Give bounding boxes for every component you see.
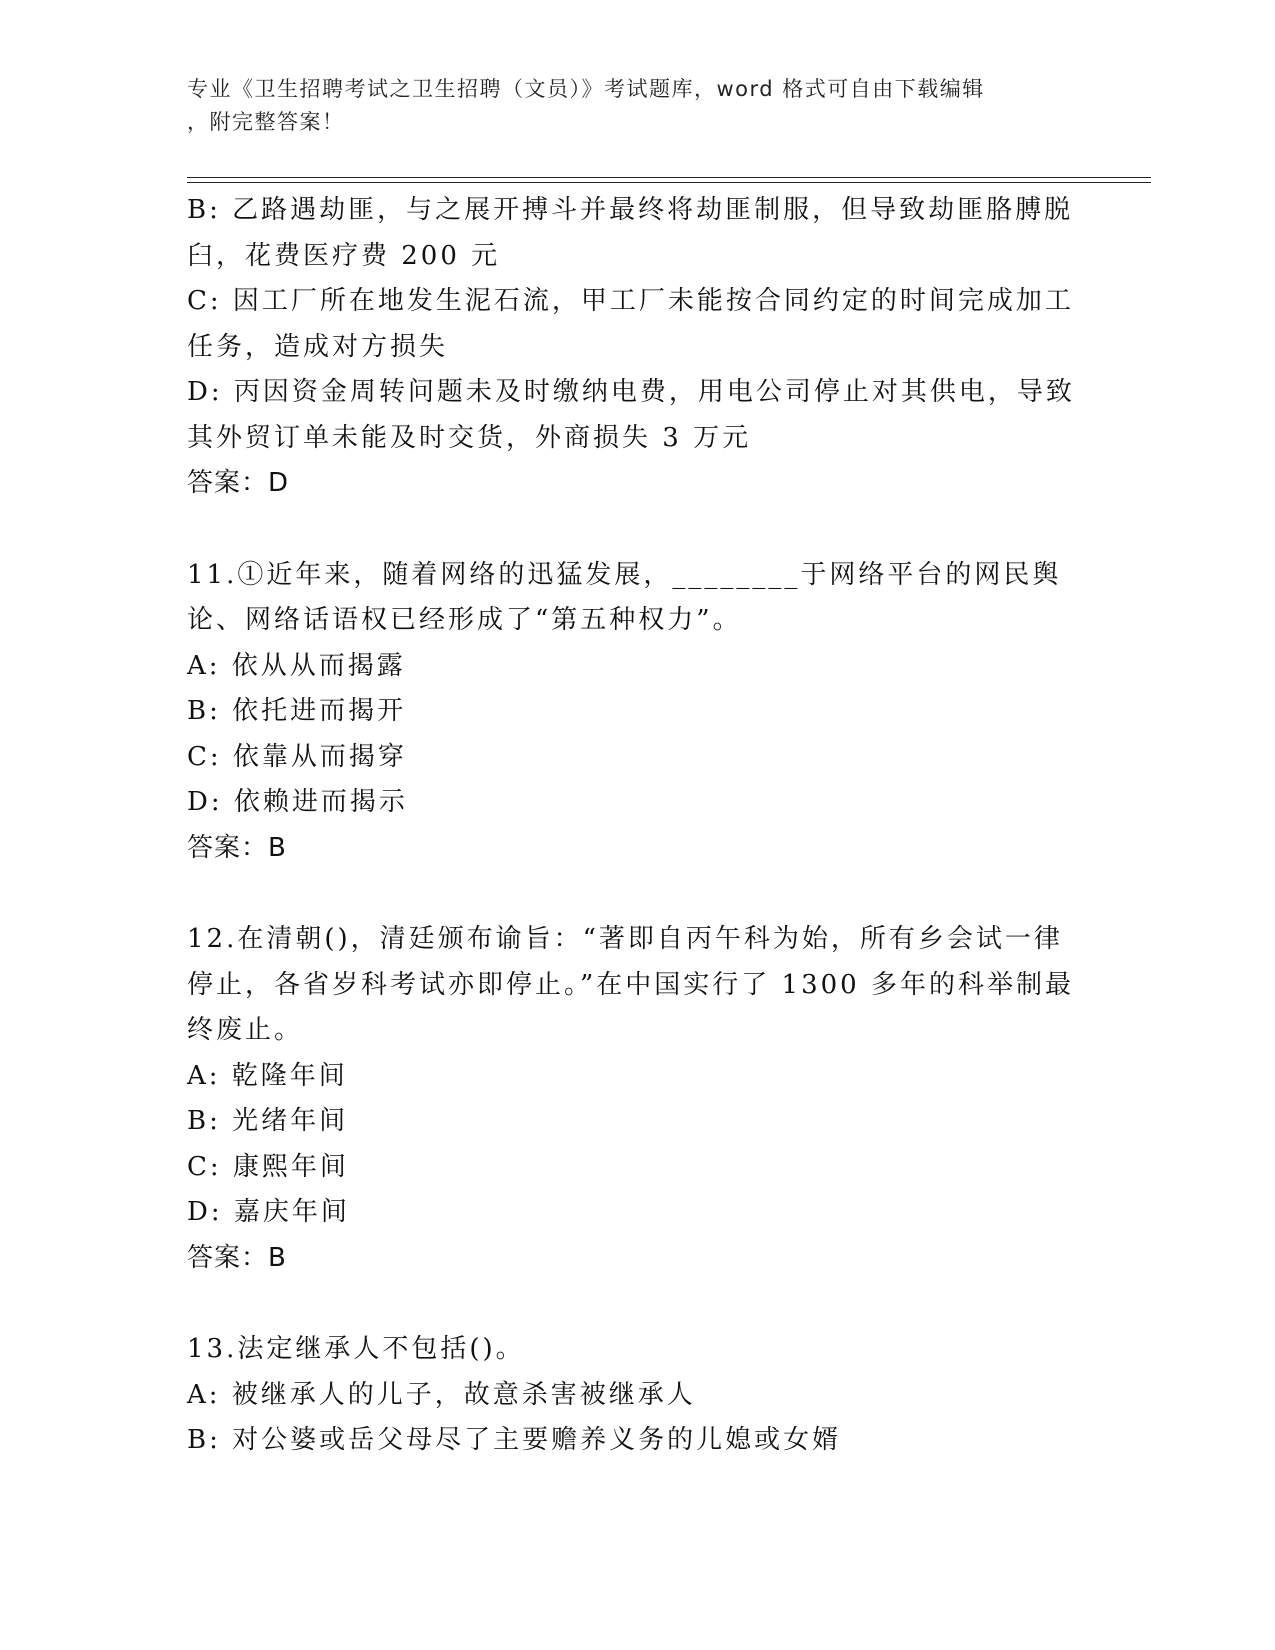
header-rule-top <box>187 177 1151 178</box>
option-a: A: 被继承人的儿子，故意杀害被继承人 <box>187 1379 696 1410</box>
option-b: B: 光绪年间 <box>187 1106 349 1136</box>
question-10 <box>187 188 1077 507</box>
answer: 答案：B <box>187 1242 287 1273</box>
header-rule-bottom <box>187 182 1151 183</box>
header-line-2: ，附完整答案！ <box>187 110 345 134</box>
option-d: D: 依赖进而揭示 <box>187 787 408 817</box>
question-13 <box>187 1327 1077 1464</box>
option-a: A: 乾隆年间 <box>187 1060 348 1091</box>
question-stem: 11.①近年来，随着网络的迅猛发展，________于网络平台的网民舆论、网络话语权已经形成了“第五种权力”。 <box>187 559 1062 635</box>
option-a: A: 依从从而揭露 <box>187 650 406 681</box>
option-b: B: 依托进而揭开 <box>187 696 407 726</box>
answer: 答案：D <box>187 468 290 498</box>
option-d: D: 嘉庆年间 <box>187 1197 350 1227</box>
answer: 答案：B <box>187 832 287 863</box>
option-d: D: 丙因资金周转问题未及时缴纳电费，用电公司停止对其供电，导致其外贸订单未能及时交货，外商损失 3 万元 <box>187 377 1075 453</box>
option-b: B: 对公婆或岳父母尽了主要赡养义务的儿媳或女婿 <box>187 1425 842 1455</box>
option-c: C: 依靠从而揭穿 <box>187 741 407 772</box>
document-header <box>187 73 1067 139</box>
question-stem: 12.在清朝()，清廷颁布谕旨：“著即自丙午科为始，所有乡会试一律停止，各省岁科考试亦即停止。”在中国实行了 1300 多年的科举制最终废止。 <box>187 924 1074 1045</box>
option-b: B: 乙路遇劫匪，与之展开搏斗并最终将劫匪制服，但导致劫匪胳膊脱臼，花费医疗费 200 元 <box>187 195 1074 271</box>
question-12 <box>187 917 1077 1281</box>
header-line-1: 专业《卫生招聘考试之卫生招聘（文员）》考试题库，word 格式可自由下载编辑 <box>187 77 985 101</box>
option-c: C: 因工厂所在地发生泥石流，甲工厂未能按合同约定的时间完成加工任务，造成对方损失 <box>187 286 1074 362</box>
question-stem: 13.法定继承人不包括()。 <box>187 1334 525 1364</box>
option-c: C: 康熙年间 <box>187 1151 349 1182</box>
document-body <box>187 188 1077 1464</box>
question-11 <box>187 553 1077 872</box>
